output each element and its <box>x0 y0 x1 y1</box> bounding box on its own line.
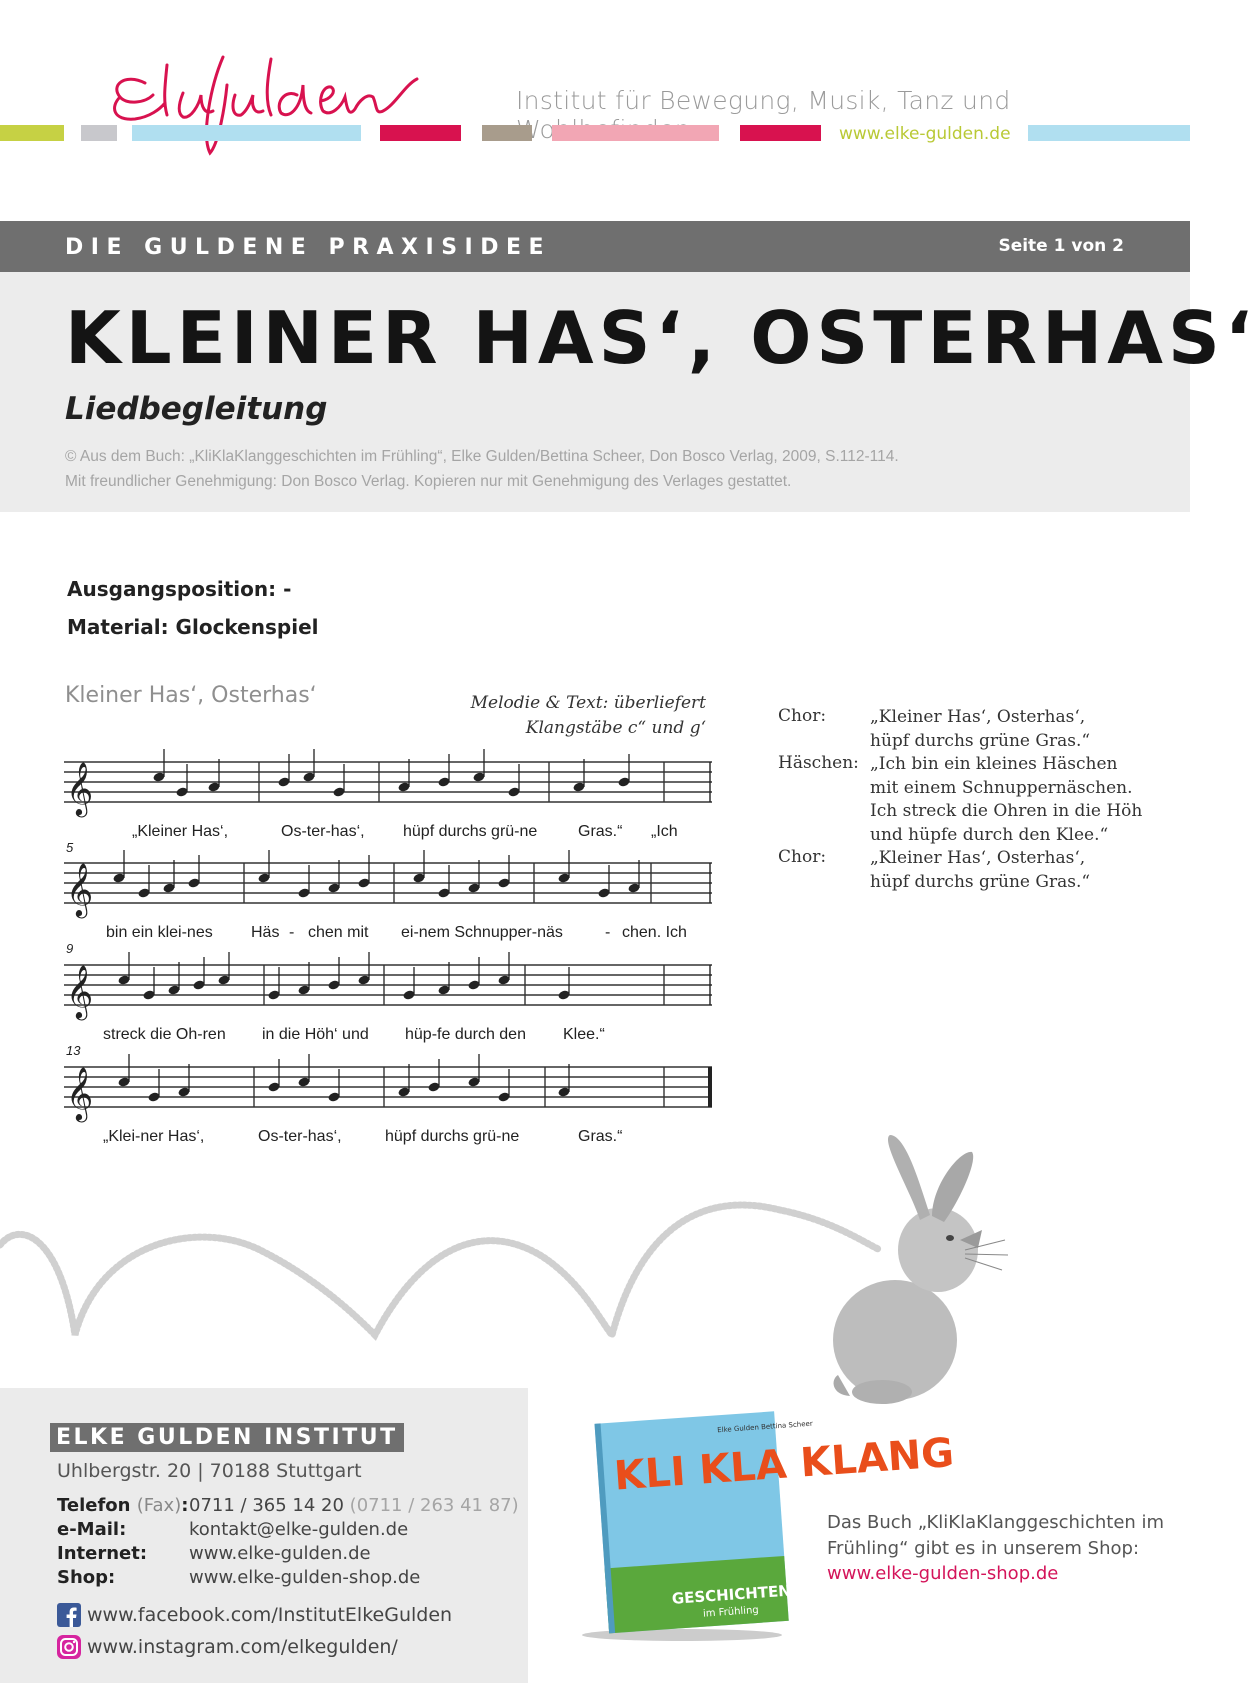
copyright-line: © Aus dem Buch: „KliKlaKlanggeschichten im Frühling“, Elke Gulden/Bettina Scheer, Don Bosco Verlag, 2009, S.112-114. <box>65 448 899 465</box>
lyric: bin ein klei-nes <box>106 924 213 941</box>
lyric: - <box>605 924 611 941</box>
lyric: ei-nem Schnupper-näs <box>401 924 563 941</box>
staff-lines <box>64 853 712 919</box>
verse-line: Ich streck die Ohren in die Höh <box>870 801 1143 821</box>
color-stripe <box>482 125 532 141</box>
lyric: Gras.“ <box>578 823 623 840</box>
lyric: chen mit <box>308 924 369 941</box>
book-cover-subtitle: GESCHICHTEN <box>671 1581 792 1608</box>
staff-lines <box>64 752 712 818</box>
treble-clef-icon: 𝄞 <box>66 762 94 814</box>
page-indicator: Seite 1 von 2 <box>998 236 1124 256</box>
page-subtitle: Liedbegleitung <box>65 391 328 427</box>
verse-role: Chor: <box>778 847 827 867</box>
verse-text <box>870 753 1142 847</box>
lyric: streck die Oh-ren <box>103 1026 226 1043</box>
internet-label: Internet: <box>57 1543 148 1564</box>
staff-lines <box>64 955 712 1021</box>
verse-text <box>870 847 1090 894</box>
verse-role: Chor: <box>778 706 827 726</box>
song-title: Kleiner Has‘, Osterhas‘ <box>65 683 317 708</box>
institute-tagline: Institut für Bewegung, Musik, Tanz und <box>516 86 1011 115</box>
start-position: Ausgangsposition: - <box>67 577 292 601</box>
lyric: - <box>289 924 295 941</box>
color-stripe <box>81 125 117 141</box>
fax-label: (Fax) <box>136 1495 182 1516</box>
book-cover-title: KLI KLA KLANG <box>612 1429 956 1500</box>
staff-lines <box>64 1057 712 1123</box>
verse-text <box>870 706 1090 753</box>
address: Uhlbergstr. 20 | 70188 Stuttgart <box>57 1460 362 1482</box>
copyright-line: Mit freundlicher Genehmigung: Don Bosco Verlag. Kopieren nur mit Genehmigung des Verlages gestattet. <box>65 473 792 490</box>
lyric: in die Höh‘ und <box>262 1026 369 1043</box>
book-description <box>827 1510 1164 1562</box>
facebook-icon <box>57 1603 81 1627</box>
verse-line: hüpf durchs grüne Gras.“ <box>870 730 1091 751</box>
color-stripe <box>1028 125 1190 141</box>
lyric: „Kleiner Has‘, <box>132 823 229 840</box>
material: Material: Glockenspiel <box>67 615 319 639</box>
rabbit-illustration <box>820 1130 1020 1410</box>
melody-credit: Melodie & Text: überliefert <box>470 693 706 713</box>
instagram-link[interactable] <box>57 1635 398 1659</box>
email-link[interactable]: kontakt@elke-gulden.de <box>189 1519 409 1540</box>
email-label: e-Mail: <box>57 1519 127 1540</box>
phone-label: Telefon (Fax): <box>57 1495 189 1516</box>
measure-number: 9 <box>66 941 74 956</box>
verse-line: „Kleiner Has‘, Osterhas‘, <box>870 707 1086 727</box>
lyric: Os-ter-has‘, <box>258 1128 342 1145</box>
lyric: hüp-fe durch den <box>405 1026 526 1043</box>
verse-line: hüpf durchs grüne Gras.“ <box>870 871 1091 892</box>
color-stripe <box>0 125 64 141</box>
verse-line: mit einem Schnuppernäschen. <box>870 777 1133 798</box>
color-stripe <box>380 125 461 141</box>
lyric: hüpf durchs grü-ne <box>385 1128 520 1145</box>
treble-clef-icon: 𝄞 <box>66 863 94 915</box>
website-link[interactable]: www.elke-gulden.de <box>839 124 1011 144</box>
verse-line: „Ich bin ein kleines Häschen <box>870 754 1118 774</box>
instagram-icon <box>57 1635 81 1659</box>
music-staff <box>64 1057 712 1123</box>
phone-label-text: Telefon <box>57 1495 131 1516</box>
page-title: KLEINER HAS‘, OSTERHAS‘ <box>65 296 1257 380</box>
lyric: chen. Ich <box>622 924 687 941</box>
book-cover-season: im Frühling <box>702 1604 760 1620</box>
shop-label: Shop: <box>57 1567 116 1588</box>
color-stripe <box>740 125 821 141</box>
phone-number[interactable]: 0711 / 365 14 20 <box>189 1495 344 1516</box>
verse-line: „Kleiner Has‘, Osterhas‘, <box>870 848 1086 868</box>
instagram-url[interactable]: www.instagram.com/elkegulden/ <box>87 1636 398 1658</box>
shop-link[interactable]: www.elke-gulden-shop.de <box>189 1567 421 1588</box>
book-text-line: Das Buch „KliKlaKlanggeschichten im <box>827 1512 1165 1533</box>
book-authors: Elke Gulden Bettina Scheer <box>716 1419 813 1435</box>
lyric: „Ich <box>651 823 678 840</box>
measure-number: 13 <box>66 1043 81 1058</box>
music-staff <box>64 752 712 818</box>
copyright-note <box>65 444 899 494</box>
music-staff <box>64 853 712 919</box>
treble-clef-icon: 𝄞 <box>66 1067 94 1119</box>
color-stripe <box>552 125 719 141</box>
verse-role: Häschen: <box>778 753 859 773</box>
lyric: Os-ter-has‘, <box>281 823 365 840</box>
lyric: Häs <box>251 924 280 941</box>
lyric: Klee.“ <box>563 1026 605 1043</box>
series-label: DIE GULDENE PRAXISIDEE <box>65 235 552 260</box>
fax-number: (0711 / 263 41 87) <box>349 1495 519 1516</box>
verse-line: und hüpfe durch den Klee.“ <box>870 824 1109 845</box>
book-text-line: Frühling“ gibt es in unserem Shop: <box>827 1538 1140 1559</box>
elke-gulden-logo <box>105 45 425 165</box>
institute-name: ELKE GULDEN INSTITUT <box>50 1423 404 1452</box>
lyric: Gras.“ <box>578 1128 623 1145</box>
measure-number: 5 <box>66 840 74 855</box>
music-staff <box>64 955 712 1021</box>
shop-link-highlight[interactable]: www.elke-gulden-shop.de <box>827 1563 1059 1584</box>
color-stripe <box>132 125 361 141</box>
treble-clef-icon: 𝄞 <box>66 965 94 1017</box>
internet-link[interactable]: www.elke-gulden.de <box>189 1543 371 1564</box>
phone-value <box>189 1495 519 1516</box>
facebook-link[interactable] <box>57 1603 452 1627</box>
facebook-url[interactable]: www.facebook.com/InstitutElkeGulden <box>87 1604 453 1626</box>
lyric: hüpf durchs grü-ne <box>403 823 538 840</box>
lyric: „Klei-ner Has‘, <box>103 1128 205 1145</box>
instrument-credit: Klangstäbe c“ und g‘ <box>525 718 706 738</box>
